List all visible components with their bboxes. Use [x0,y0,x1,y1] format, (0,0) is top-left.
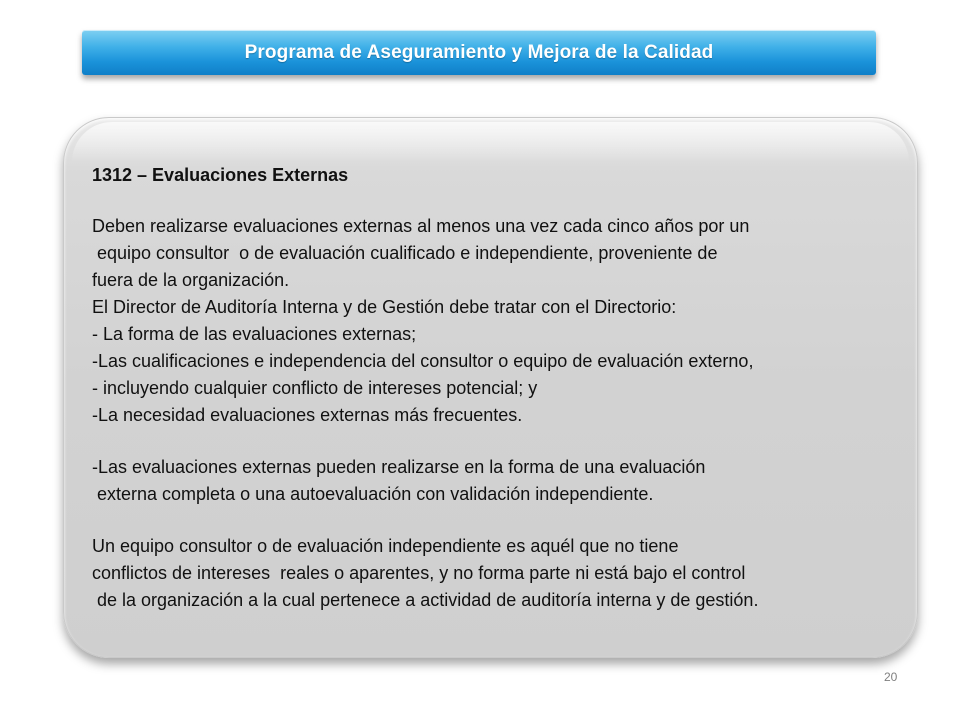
content-card [63,117,918,658]
card-content [92,162,912,614]
text-line: externa completa o una autoevaluación con validación independiente. [92,484,654,504]
text-line: El Director de Auditoría Interna y de Gestión debe tratar con el Directorio: [92,297,677,317]
slide-title: Programa de Aseguramiento y Mejora de la Calidad [244,41,714,63]
card-gloss [72,122,909,162]
text-line: conflictos de intereses reales o aparentes, y no forma parte ni está bajo el control [92,563,746,583]
title-banner [82,30,876,75]
paragraph-gap [92,508,912,533]
page-number: 20 [884,670,898,684]
text-line: equipo consultor o de evaluación cualificado e independiente, proveniente de [92,243,718,263]
paragraph-gap [92,429,912,454]
text-line: Un equipo consultor o de evaluación independiente es aquél que no tiene [92,536,679,556]
text-line: -Las cualificaciones e independencia del consultor o equipo de evaluación externo, [92,351,754,371]
text-line: -La necesidad evaluaciones externas más frecuentes. [92,405,523,425]
text-line: - incluyendo cualquier conflicto de intereses potencial; y [92,378,538,398]
text-line: -Las evaluaciones externas pueden realizarse en la forma de una evaluación [92,457,706,477]
section-heading: 1312 – Evaluaciones Externas [92,165,349,185]
text-line: fuera de la organización. [92,270,290,290]
text-line: de la organización a la cual pertenece a actividad de auditoría interna y de gestión. [92,590,759,610]
text-line: - La forma de las evaluaciones externas; [92,324,417,344]
text-line: Deben realizarse evaluaciones externas al menos una vez cada cinco años por un [92,216,750,236]
